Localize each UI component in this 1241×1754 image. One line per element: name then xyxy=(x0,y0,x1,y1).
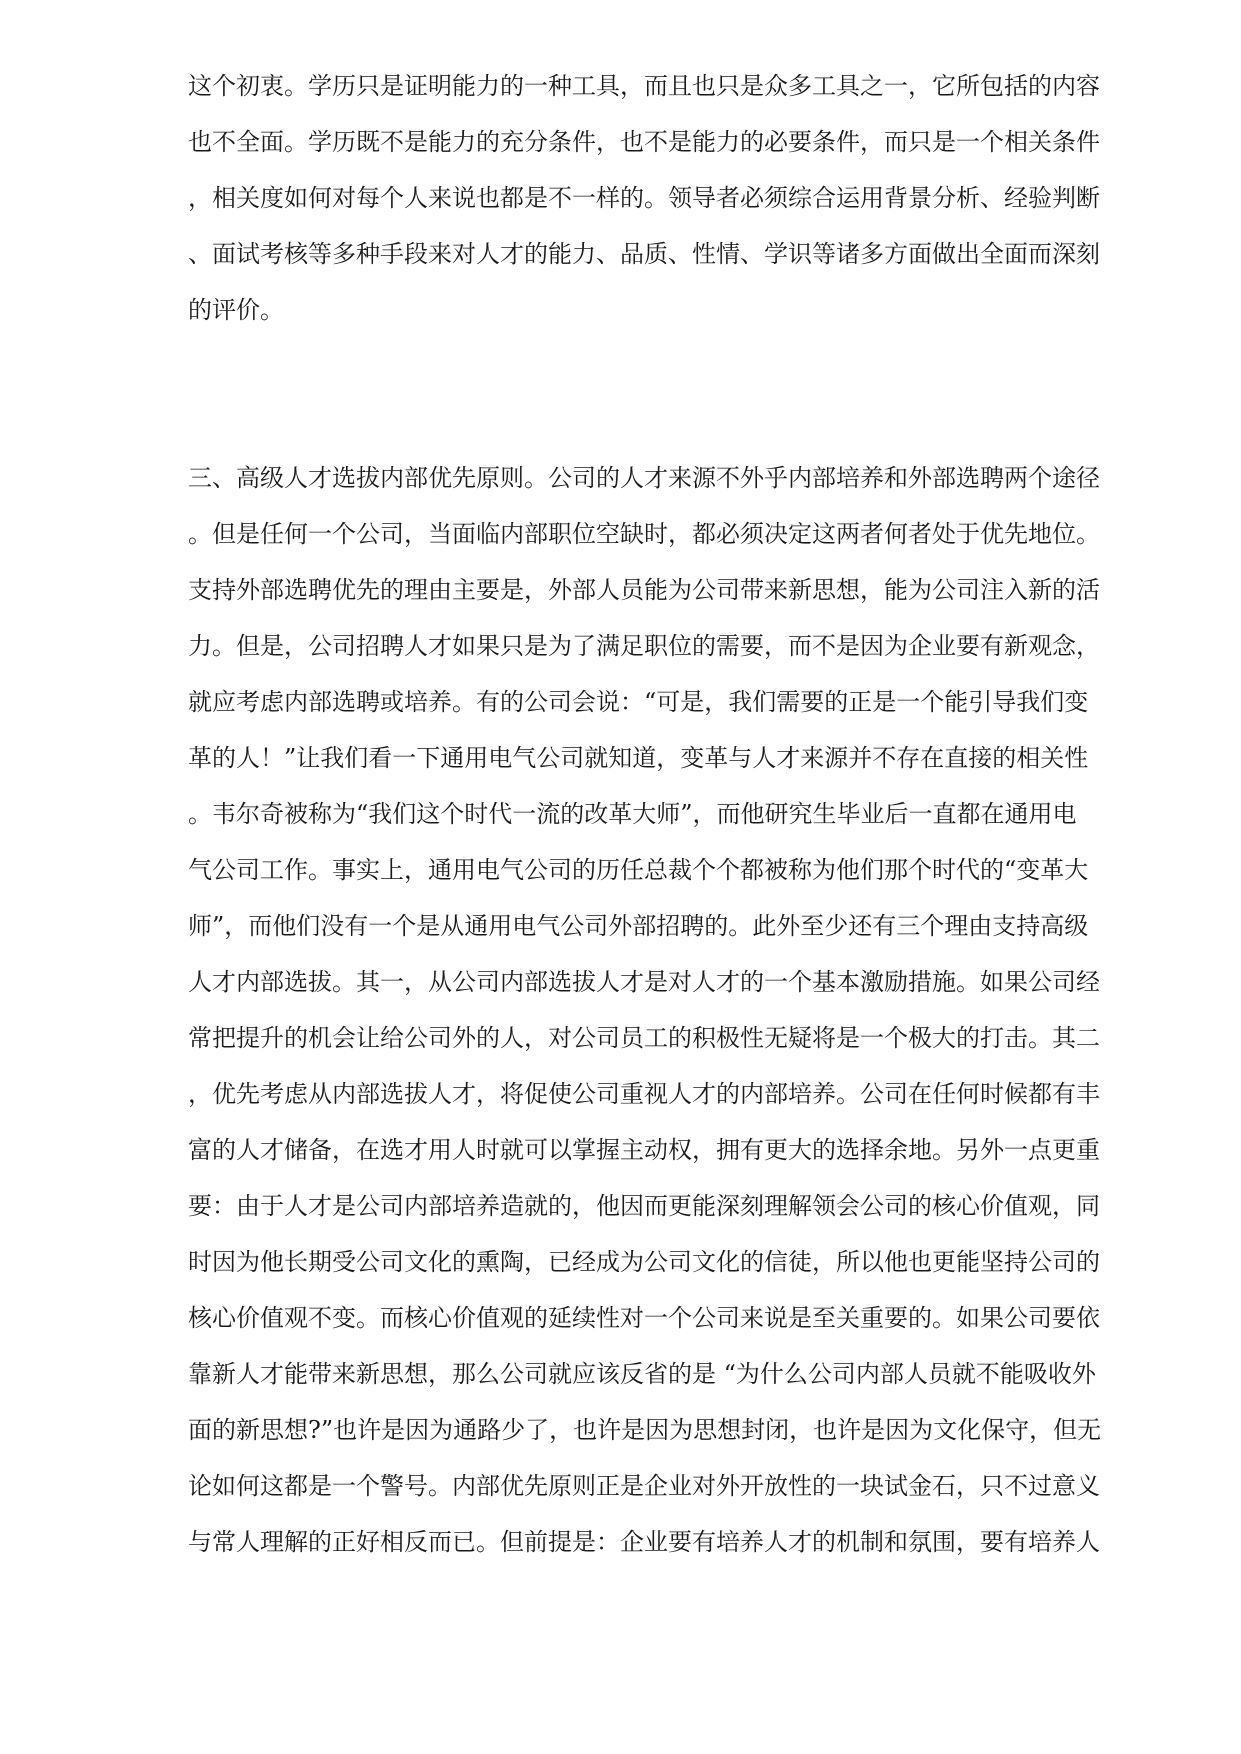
paragraph-2-line: 气公司工作。事实上，通用电气公司的历任总裁个个都被称为他们那个时代的“变革大 xyxy=(188,856,1089,884)
paragraph-2-line: 三、高级人才选拔内部优先原则。公司的人才来源不外乎内部培养和外部选聘两个途径 xyxy=(188,464,1100,492)
paragraph-2-line: ，优先考虑从内部选拔人才，将促使公司重视人才的内部培养。公司在任何时候都有丰 xyxy=(188,1080,1100,1108)
paragraph-2-line: 力。但是，公司招聘人才如果只是为了满足职位的需要，而不是因为企业要有新观念， xyxy=(188,632,1100,660)
paragraph-2-line: 。但是任何一个公司，当面临内部职位空缺时，都必须决定这两者何者处于优先地位。 xyxy=(188,520,1100,548)
paragraph-2-line: 富的人才储备，在选才用人时就可以掌握主动权，拥有更大的选择余地。另外一点更重 xyxy=(188,1136,1100,1164)
paragraph-2-line: 面的新思想?”也许是因为通路少了，也许是因为思想封闭，也许是因为文化保守，但无 xyxy=(188,1416,1102,1444)
paragraph-2-line: 。韦尔奇被称为“我们这个时代一流的改革大师”，而他研究生毕业后一直都在通用电 xyxy=(188,800,1077,828)
paragraph-2-line: 就应考虑内部选聘或培养。有的公司会说：“可是，我们需要的正是一个能引导我们变 xyxy=(188,688,1089,716)
paragraph-2-line: 论如何这都是一个警号。内部优先原则正是企业对外开放性的一块试金石，只不过意义 xyxy=(188,1472,1100,1500)
paragraph-2-line: 支持外部选聘优先的理由主要是，外部人员能为公司带来新思想，能为公司注入新的活 xyxy=(188,576,1100,604)
paragraph-2-line: 靠新人才能带来新思想，那么公司就应该反省的是 “为什么公司内部人员就不能吸收外 xyxy=(188,1360,1096,1388)
paragraph-2-line: 师”，而他们没有一个是从通用电气公司外部招聘的。此外至少还有三个理由支持高级 xyxy=(188,912,1089,940)
paragraph-2-line: 核心价值观不变。而核心价值观的延续性对一个公司来说是至关重要的。如果公司要依 xyxy=(188,1304,1100,1332)
paragraph-1-line: 也不全面。学历既不是能力的充分条件，也不是能力的必要条件，而只是一个相关条件 xyxy=(188,128,1100,156)
paragraph-2-line: 要：由于人才是公司内部培养造就的，他因而更能深刻理解领会公司的核心价值观，同 xyxy=(188,1192,1100,1220)
paragraph-1-line: 、面试考核等多种手段来对人才的能力、品质、性情、学识等诸多方面做出全面而深刻 xyxy=(188,240,1100,268)
paragraph-1-line: ，相关度如何对每个人来说也都是不一样的。领导者必须综合运用背景分析、经验判断 xyxy=(188,184,1100,212)
paragraph-2-line: 时因为他长期受公司文化的熏陶，已经成为公司文化的信徒，所以他也更能坚持公司的 xyxy=(188,1248,1100,1276)
paragraph-2-line: 革的人！”让我们看一下通用电气公司就知道，变革与人才来源并不存在直接的相关性 xyxy=(188,744,1089,772)
paragraph-1 xyxy=(188,58,1143,338)
paragraph-1-line: 的评价。 xyxy=(188,296,284,324)
paragraph-2-line: 人才内部选拔。其一，从公司内部选拔人才是对人才的一个基本激励措施。如果公司经 xyxy=(188,968,1100,996)
paragraph-2 xyxy=(188,450,1143,1570)
paragraph-1-line: 这个初衷。学历只是证明能力的一种工具，而且也只是众多工具之一，它所包括的内容 xyxy=(188,72,1100,100)
paragraph-2-line: 与常人理解的正好相反而已。但前提是：企业要有培养人才的机制和氛围，要有培养人 xyxy=(188,1528,1100,1556)
paragraph-2-line: 常把提升的机会让给公司外的人，对公司员工的积极性无疑将是一个极大的打击。其二 xyxy=(188,1024,1100,1052)
